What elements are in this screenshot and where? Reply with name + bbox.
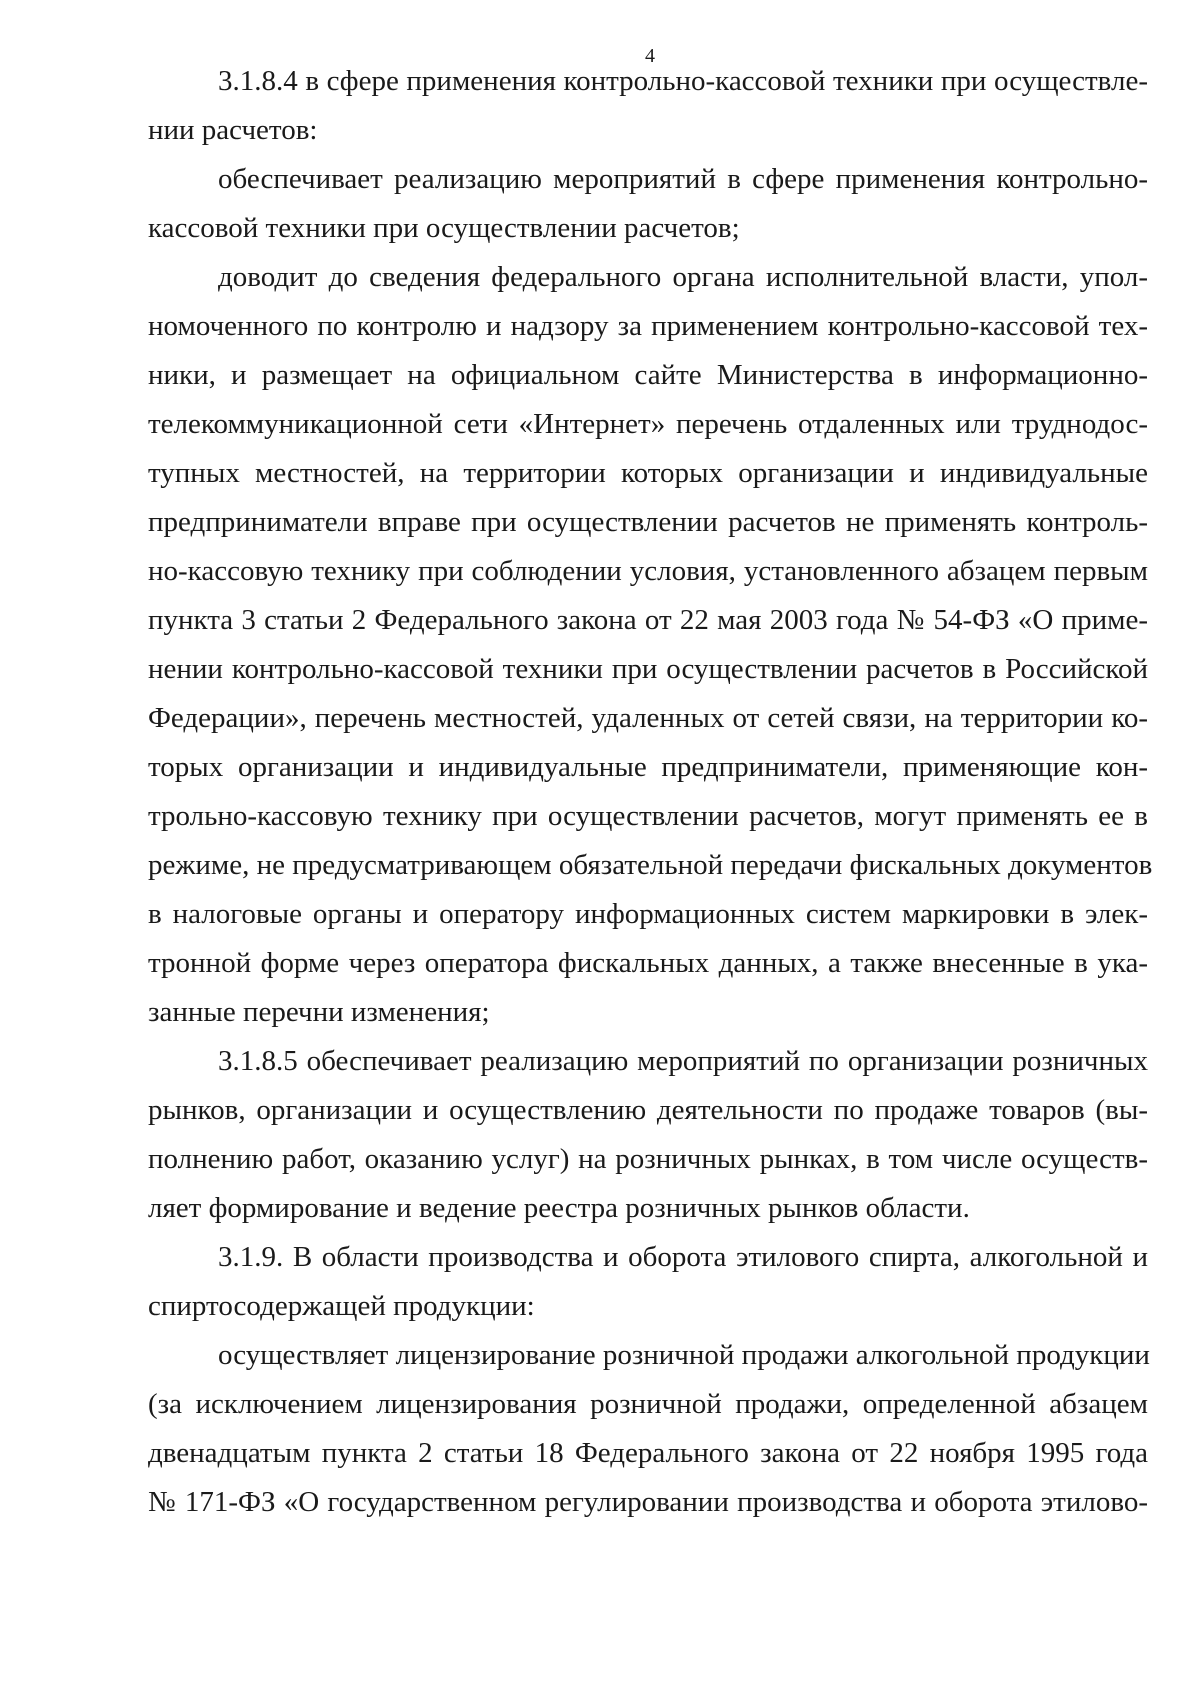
text-line: 3.1.8.5 обеспечивает реализацию мероприятий по организации розничных (218, 1045, 1148, 1077)
text-line: предприниматели вправе при осуществлении расчетов не применять контроль- (148, 506, 1148, 538)
text-line: телекоммуникационной сети «Интернет» перечень отдаленных или труднодос- (148, 408, 1148, 440)
text-line: в налоговые органы и оператору информационных систем маркировки в элек- (148, 898, 1148, 930)
text-line: номоченного по контролю и надзору за применением контрольно-кассовой тех- (148, 310, 1148, 342)
text-line: 3.1.8.4 в сфере применения контрольно-кассовой техники при осуществле- (218, 65, 1148, 97)
text-line: но-кассовую технику при соблюдении условия, установленного абзацем первым (148, 555, 1148, 587)
text-line: (за исключением лицензирования розничной продажи, определенной абзацем (148, 1388, 1148, 1420)
text-line: пункта 3 статьи 2 Федерального закона от 22 мая 2003 года № 54-ФЗ «О приме- (148, 604, 1148, 636)
text-line: торых организации и индивидуальные предприниматели, применяющие кон- (148, 751, 1148, 783)
text-line: 3.1.9. В области производства и оборота этилового спирта, алкогольной и (218, 1241, 1148, 1273)
text-line: полнению работ, оказанию услуг) на розничных рынках, в том числе осуществ- (148, 1143, 1148, 1175)
text-line: спиртосодержащей продукции: (148, 1290, 535, 1322)
text-line: нии расчетов: (148, 114, 318, 146)
text-line: ляет формирование и ведение реестра розничных рынков области. (148, 1192, 970, 1224)
text-line: Федерации», перечень местностей, удаленных от сетей связи, на территории ко- (148, 702, 1148, 734)
text-line: занные перечни изменения; (148, 996, 490, 1028)
text-line: кассовой техники при осуществлении расчетов; (148, 212, 740, 244)
text-line: двенадцатым пункта 2 статьи 18 Федерального закона от 22 ноября 1995 года (148, 1437, 1148, 1469)
page-number: 4 (645, 45, 655, 67)
text-line: осуществляет лицензирование розничной продажи алкогольной продукции (218, 1339, 1150, 1371)
text-line: тронной форме через оператора фискальных данных, а также внесенные в ука- (148, 947, 1148, 979)
text-line: ники, и размещает на официальном сайте Министерства в информационно- (148, 359, 1148, 391)
text-line: обеспечивает реализацию мероприятий в сфере применения контрольно- (218, 163, 1148, 195)
text-line: доводит до сведения федерального органа исполнительной власти, упол- (218, 261, 1148, 293)
text-line: трольно-кассовую технику при осуществлении расчетов, могут применять ее в (148, 800, 1148, 832)
text-line: нении контрольно-кассовой техники при осуществлении расчетов в Российской (148, 653, 1148, 685)
text-line: режиме, не предусматривающем обязательной передачи фискальных документов (148, 849, 1153, 881)
text-line: рынков, организации и осуществлению деятельности по продаже товаров (вы- (148, 1094, 1148, 1126)
text-line: тупных местностей, на территории которых организации и индивидуальные (148, 457, 1148, 489)
text-line: № 171-ФЗ «О государственном регулировании производства и оборота этилово- (148, 1486, 1148, 1518)
